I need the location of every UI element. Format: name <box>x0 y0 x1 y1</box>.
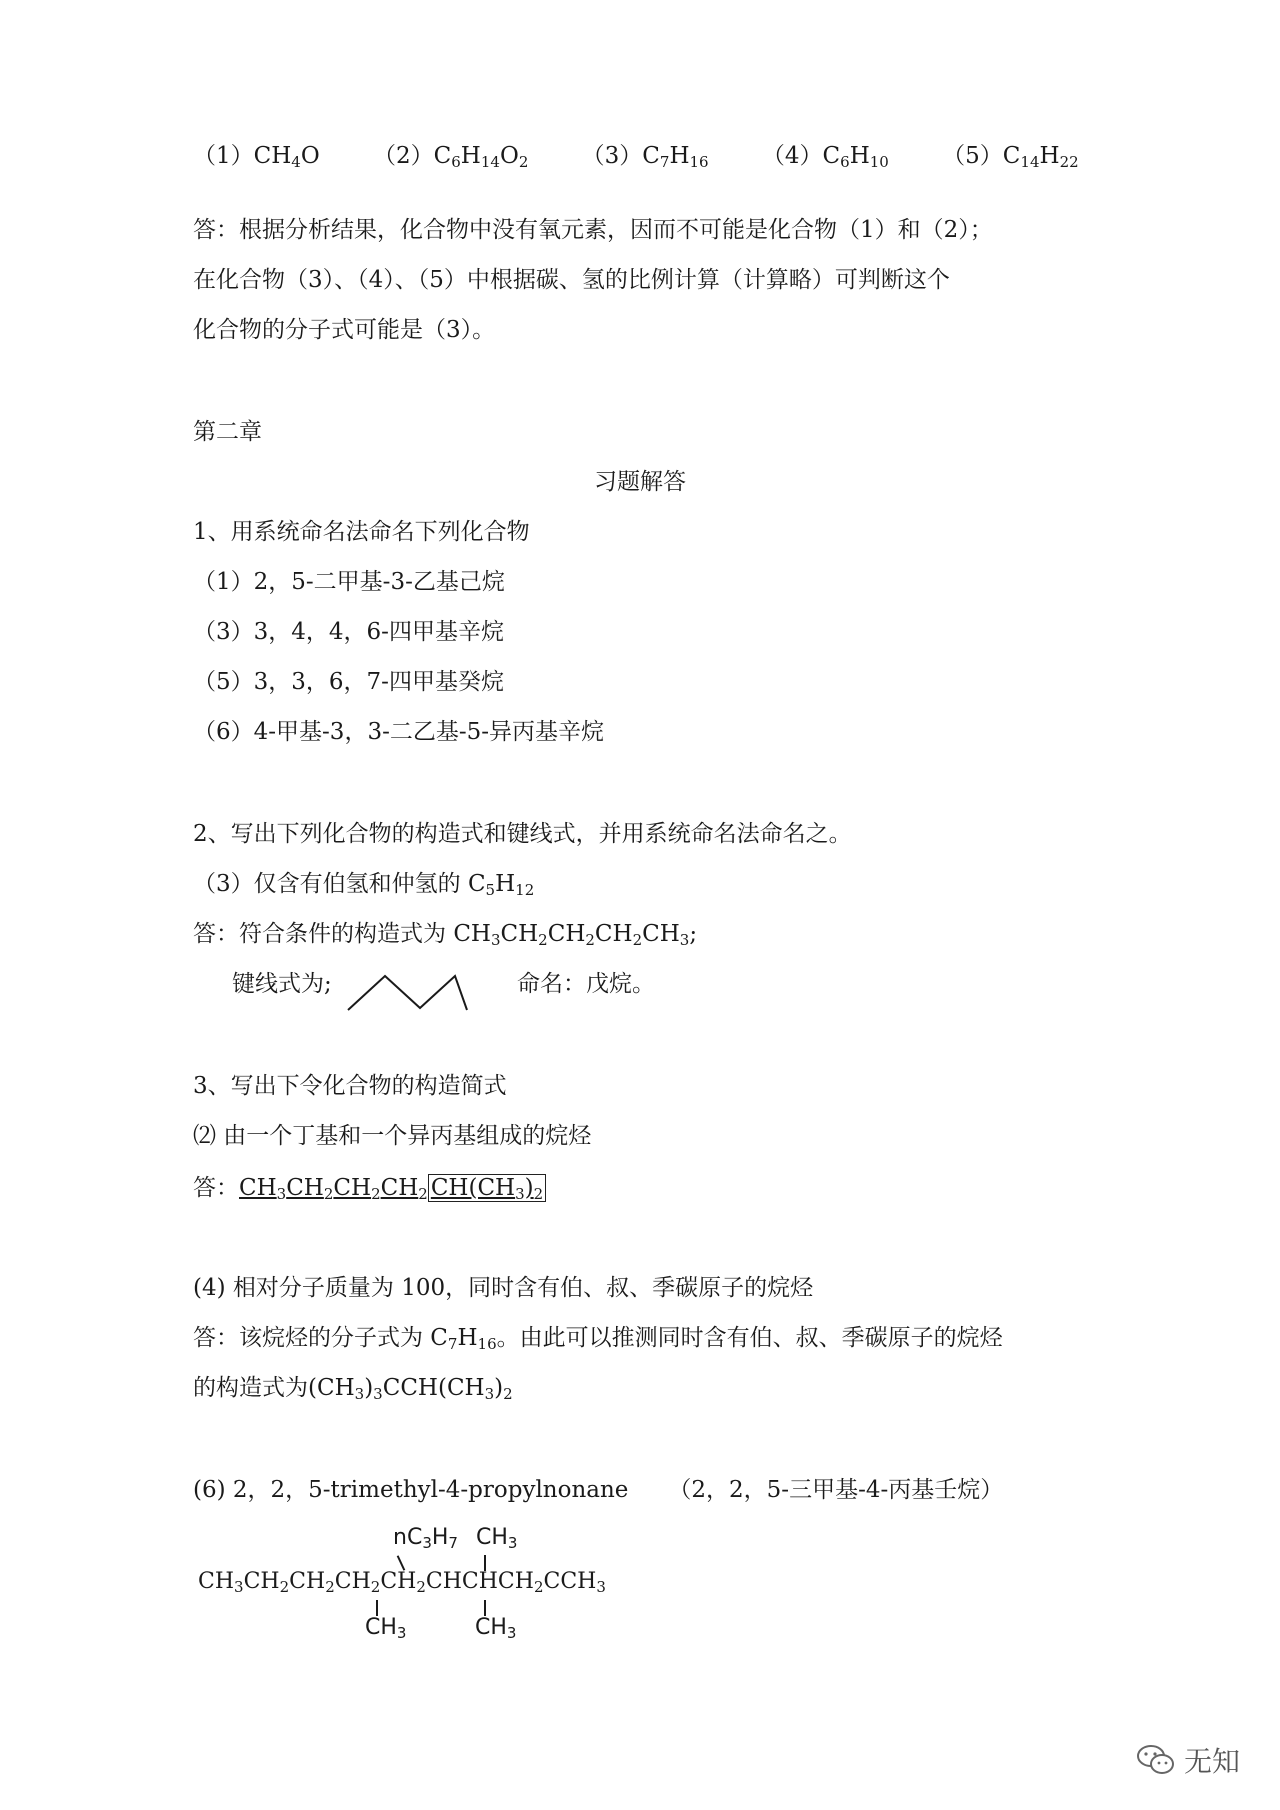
q3-answer-4-line1: 答：该烷烃的分子式为 $C_7H_{16}$。由此可以推测同时含有伯、叔、季碳原子的烷烃 <box>193 1325 1003 1353</box>
chapter-heading: 第二章 <box>193 419 262 445</box>
q2-heading: 2、写出下列化合物的构造式和键线式，并用系统命名法命名之。 <box>193 821 852 847</box>
q3-answer-2: 答：$CH_3CH_2CH_2CH_2$ $CH(CH_3)_2$ <box>193 1172 546 1204</box>
formula-option-3: $(3)C_7H_{16}$ <box>581 143 709 171</box>
watermark-text: 无知 <box>1183 1745 1240 1778</box>
answer1-line3: 化合物的分子式可能是（3）。 <box>193 317 496 343</box>
formula-option-4: $(4)C_6H_{10}$ <box>761 143 889 171</box>
watermark <box>1136 1740 1240 1780</box>
answer1-line1: 答：根据分析结果，化合物中没有氧元素，因而不可能是化合物（1）和（2）； <box>193 217 993 243</box>
q3-heading: 3、写出下令化合物的构造简式 <box>193 1073 507 1099</box>
pentane-skeletal-formula <box>345 970 470 1016</box>
q2-subquestion: （3）仅含有伯氢和仲氢的 $C_5H_{12}$ <box>193 871 535 899</box>
propyl-substituent: $nC_3H_7$ <box>393 1525 458 1552</box>
q1-item: （5）3，3，6，7-四甲基癸烷 <box>193 669 504 695</box>
isopropyl-group: $CH(CH_3)_2$ <box>428 1174 546 1202</box>
q1-item: （1）2，5-二甲基-3-乙基己烷 <box>193 569 505 595</box>
q1-heading: 1、用系统命名法命名下列化合物 <box>193 519 530 545</box>
structural-formula <box>198 1525 606 1645</box>
methyl-substituent-top: $CH_3$ <box>476 1525 518 1552</box>
section-title: 习题解答 <box>594 469 686 495</box>
formula-options <box>193 140 1125 172</box>
q3-item-4: (4) 相对分子质量为 100，同时含有伯、叔、季碳原子的烷烃 <box>193 1275 814 1301</box>
main-chain: $CH_3CH_2CH_2CH_2CH_2CHCHCH_2CCH_3$ <box>198 1569 606 1596</box>
q3-answer-4-line2: 的构造式为$(CH_3)_3CCH(CH_3)_2$ <box>193 1375 513 1403</box>
bond-line-label: 键线式为; <box>232 971 332 997</box>
formula-option-1: $(1)CH_4O$ <box>193 143 320 171</box>
q3-item-2: ⑵ 由一个丁基和一个异丙基组成的烷烃 <box>193 1123 592 1149</box>
q3-item-6: (6) 2，2，5-trimethyl-4-propylnonane （2，2，5-三甲基-4-丙基壬烷） <box>193 1477 1004 1503</box>
q1-item: （3）3，4，4，6-四甲基辛烷 <box>193 619 504 645</box>
methyl-substituent-bottom-right: $CH_3$ <box>475 1615 517 1642</box>
q1-item: （6）4-甲基-3，3-二乙基-5-异丙基辛烷 <box>193 719 605 745</box>
q2-answer: 答：符合条件的构造式为 $CH_3CH_2CH_2CH_2CH_3$; <box>193 921 698 949</box>
formula-option-2: $(2)C_6H_{14}O_2$ <box>373 143 529 171</box>
butyl-group: $CH_3CH_2CH_2CH_2$ <box>239 1175 428 1203</box>
answer1-line2: 在化合物（3）、（4）、（5）中根据碳、氢的比例计算（计算略）可判断这个 <box>193 267 950 293</box>
formula-option-5: $(5)C_{14}H_{22}$ <box>942 143 1079 171</box>
name-label: 命名：戊烷。 <box>517 971 655 997</box>
wechat-icon <box>1136 1743 1176 1777</box>
methyl-substituent-bottom-left: $CH_3$ <box>365 1615 407 1642</box>
